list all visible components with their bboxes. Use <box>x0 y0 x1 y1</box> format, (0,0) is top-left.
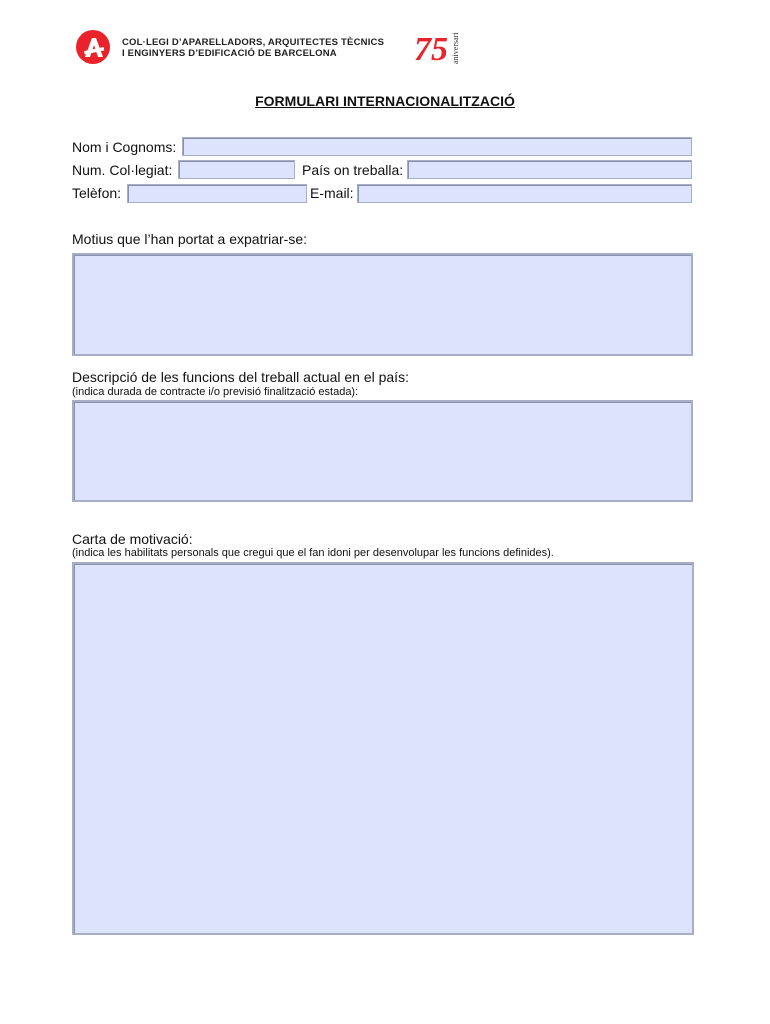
country-label: País on treballa: <box>302 162 404 178</box>
name-field[interactable] <box>182 137 692 156</box>
reasons-label: Motius que l’han portat a expatriar-se: <box>72 231 308 247</box>
functions-label: Descripció de les funcions del treball actual en el país: <box>72 369 409 385</box>
member-number-field[interactable] <box>178 160 295 179</box>
member-number-label: Num. Col·legiat: <box>72 162 173 178</box>
phone-field[interactable] <box>127 184 307 203</box>
anniversary-logo-icon <box>414 24 464 68</box>
college-logo-icon <box>76 30 110 64</box>
email-field[interactable] <box>357 184 692 203</box>
phone-label: Telèfon: <box>72 185 122 201</box>
reasons-textarea[interactable] <box>72 253 693 356</box>
form-title: FORMULARI INTERNACIONALITZACIÓ <box>255 93 515 109</box>
organization-name-line2: I ENGINYERS D’EDIFICACIÓ DE BARCELONA <box>122 48 337 59</box>
anniversary-word: aniversari <box>451 32 460 64</box>
motivation-letter-note: (indica les habilitats personals que cregui que el fan idoni per desenvolupar les funcions definides). <box>72 547 554 559</box>
functions-note: (indica durada de contracte i/o previsió finalització estada): <box>72 386 359 398</box>
anniversary-number: 75 <box>414 31 448 68</box>
motivation-letter-label: Carta de motivació: <box>72 531 193 547</box>
country-field[interactable] <box>407 160 692 179</box>
email-label: E-mail: <box>310 185 354 201</box>
organization-name-line1: COL·LEGI D’APARELLADORS, ARQUITECTES TÈCNICS <box>122 37 385 48</box>
functions-textarea[interactable] <box>72 400 693 502</box>
motivation-letter-textarea[interactable] <box>72 562 694 935</box>
organization-name <box>122 37 384 59</box>
name-label: Nom i Cognoms: <box>72 139 177 155</box>
